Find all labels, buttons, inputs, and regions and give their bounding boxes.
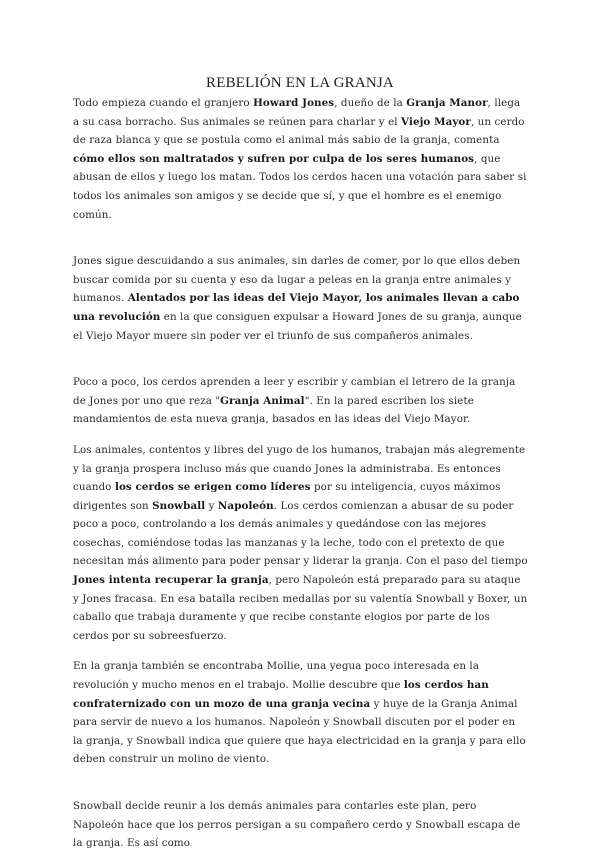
paragraph-spacer [73, 645, 528, 657]
bold-text: los cerdos se erigen como líderes [114, 481, 311, 494]
paragraph-5 [73, 657, 528, 769]
text-run: Jones sigue descuidando a sus animales, sin darles de comer, por lo que ellos deben buscar comida por su cuenta y eso da lugar a peleas en la granja entre animales y humanos. [73, 255, 521, 305]
paragraph-spacer [73, 429, 528, 441]
paragraph-1 [73, 94, 528, 224]
bold-text: Viejo Mayor [401, 115, 471, 128]
text-run: , un cerdo de raza blanca y que se postula como el animal más sabio de la granja, comenta [73, 115, 525, 147]
text-run: en la que consiguen expulsar a Howard Jones de su granja, aunque el Viejo Mayor muere sin poder ver el triunfo de sus compañeros animales. [73, 310, 522, 342]
bold-text: Howard Jones [253, 97, 335, 109]
paragraph-3 [73, 373, 528, 429]
paragraph-6 [73, 797, 528, 853]
text-run: Poco a poco, los cerdos aprenden a leer y escribir y cambian el letrero de la granja de Jones por uno que reza " [73, 376, 516, 407]
bold-text: Granja Animal [220, 394, 305, 407]
text-run: ". En la pared escriben los siete mandamientos de esta nueva granja, basados en las ideas del Viejo Mayor. [73, 394, 474, 426]
text-run: Los animales, contentos y libres del yugo de los humanos, trabajan más alegremente y la granja prospera incluso más que cuando Jones la administraba. Es entonces cuando [73, 443, 526, 494]
paragraph-spacer [73, 224, 528, 252]
text-run: , llega a su casa borracho. Sus animales se reúnen para charlar y el [73, 97, 521, 128]
text-run: , pero Napoleón está preparado para su ataque y Jones fracasa. En esa batalla reciben medallas por su valentía Snowball y Boxer, un caballo que trabaja duramente y que recibe constante elogios por parte de los cerdos por su sobreesfuerzo. [73, 574, 528, 642]
bold-text: Snowball [152, 499, 206, 512]
paragraph-spacer [73, 769, 528, 797]
text-run: . Los cerdos comienzan a abusar de su poder poco a poco, controlando a los demás animales y quedándose con las mejores cosechas, comiéndose todas las manzanas y la leche, todo con el pretexto de que necesitan más alimento para poder pensar y liderar la granja. Con el paso del tiempo [73, 499, 528, 568]
page-title: REBELIÓN EN LA GRANJA [206, 75, 394, 91]
paragraph-2 [73, 252, 528, 345]
text-run: Snowball decide reunir a los demás animales para contarles este plan, pero Napoleón hace que los perros persigan a su compañero cerdo y Snowball escapa de la granja. Es así como [73, 800, 521, 850]
text-run: , que abusan de ellos y luego los matan. Todos los cerdos hacen una votación para saber si todos los animales son amigos y se decide que sí, y que el hombre es el enemigo común. [73, 152, 527, 221]
text-run: por su inteligencia, cuyos máximos dirigentes son [73, 481, 501, 512]
bold-text: los cerdos han confraternizado con un mozo de una granja vecina [73, 679, 489, 710]
bold-text: Alentados por las ideas del Viejo Mayor, los animales llevan a cabo una revolución [73, 292, 520, 323]
text-run: En la granja también se encontraba Mollie, una yegua poco interesada en la revolución y mucho menos en el trabajo. Mollie descubre que [73, 660, 480, 692]
paragraph-4 [73, 441, 528, 646]
bold-text: cómo ellos son maltratados y sufren por culpa de los seres humanos [73, 152, 475, 165]
text-run: Todo empieza cuando el granjero [73, 97, 254, 109]
bold-text: Napoleón [217, 499, 274, 512]
paragraph-spacer [73, 345, 528, 373]
bold-text: Granja Manor [406, 97, 488, 109]
text-run: y [205, 499, 218, 512]
text-run: y huye de la Granja Animal para servir de nuevo a los humanos. Napoleón y Snowball discuten por el poder en la granja, y Snowball indica que quiere que haya electricidad en la granja y para ello deben construir un molino de viento. [73, 697, 526, 766]
text-run: , dueño de la [334, 97, 407, 109]
document-body [73, 94, 528, 853]
bold-text: Jones intenta recuperar la granja [73, 574, 269, 587]
